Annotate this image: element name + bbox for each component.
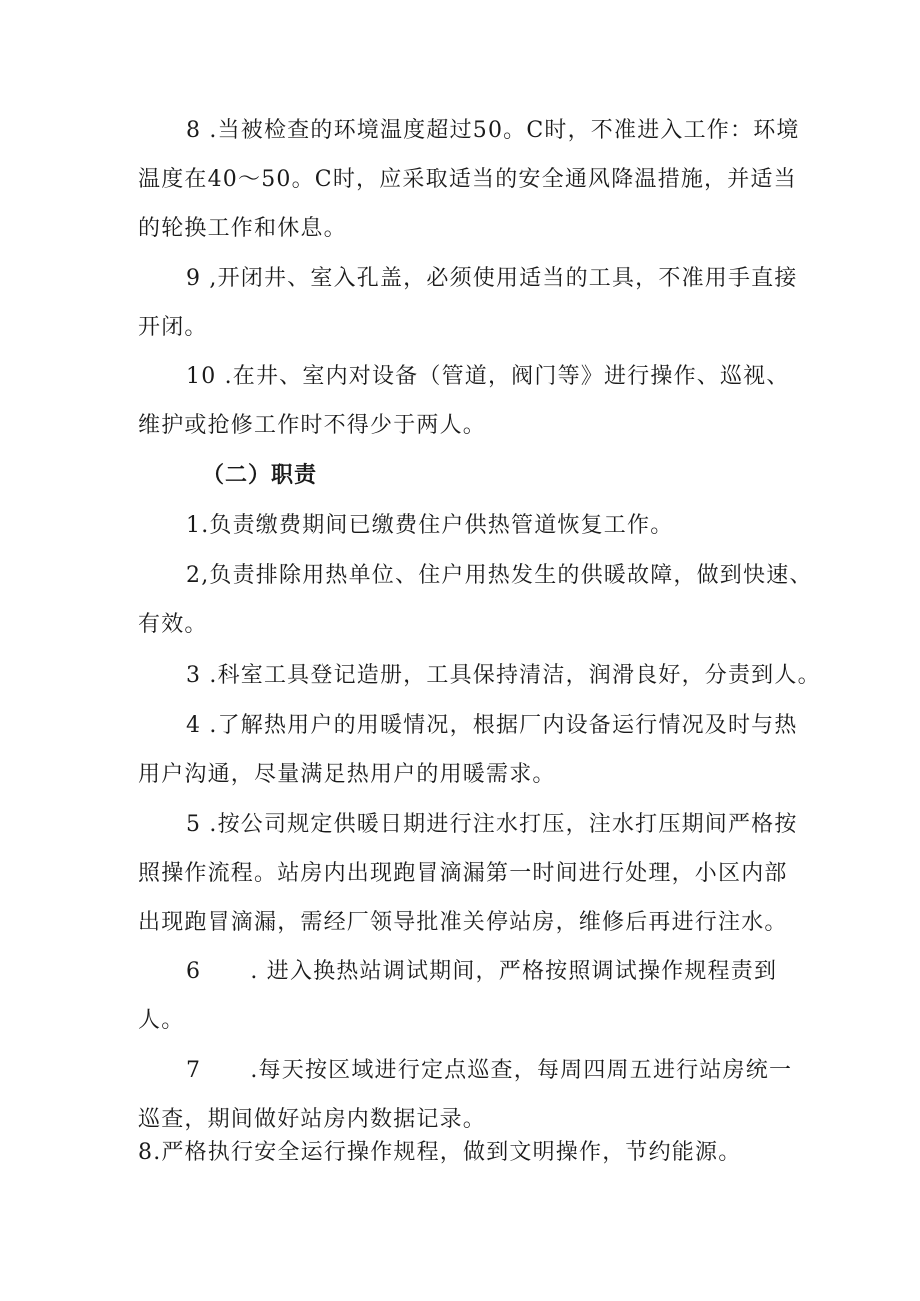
duty-2-line-2: 有效。 (138, 612, 208, 637)
paragraph-8-line-3: 的轮换工作和休息。 (138, 216, 347, 241)
duty-7-line-1: 7 .每天按区域进行定点巡查，每周四周五进行站房统一 (186, 1058, 793, 1083)
duty-4-line-2: 用户沟通，尽量满足热用户的用暖需求。 (138, 762, 556, 787)
duty-7-line-2: 巡查，期间做好站房内数据记录。 (138, 1107, 487, 1132)
paragraph-8-line-1: 8 .当被检查的环境温度超过50。C时，不准进入工作：环境 (186, 118, 800, 143)
paragraph-8-line-2: 温度在40～50。C时，应采取适当的安全通风降温措施，并适当 (138, 167, 797, 192)
duty-5-line-3: 出现跑冒滴漏，需经厂领导批准关停站房，维修后再进行注水。 (138, 910, 788, 935)
duty-6-line-2: 人。 (138, 1008, 185, 1033)
duty-6-line-1: 6 . 进入换热站调试期间，严格按照调试操作规程责到 (186, 959, 778, 984)
duty-2-line-1: 2,负责排除用热单位、住户用热发生的供暖故障，做到快速、 (186, 563, 813, 588)
duty-4-line-1: 4 .了解热用户的用暖情况，根据厂内设备运行情况及时与热 (186, 713, 798, 738)
duty-1-line-1: 1.负责缴费期间已缴费住户供热管道恢复工作。 (186, 513, 674, 538)
duty-5-line-2: 照操作流程。站房内出现跑冒滴漏第一时间进行处理，小区内部 (138, 861, 788, 886)
paragraph-10-line-2: 维护或抢修工作时不得少于两人。 (138, 413, 487, 438)
section-heading-duties: （二）职责 (202, 463, 318, 488)
duty-8-line-1: 8.严格执行安全运行操作规程，做到文明操作，节约能源。 (138, 1140, 742, 1165)
paragraph-9-line-2: 开闭。 (138, 315, 208, 340)
paragraph-9-line-1: 9 ,开闭井、室入孔盖，必须使用适当的工具，不准用手直接 (186, 266, 798, 291)
duty-5-line-1: 5 .按公司规定供暖日期进行注水打压，注水打压期间严格按 (186, 812, 798, 837)
duty-3-line-1: 3 .科室工具登记造册，工具保持清洁，润滑良好，分责到人。 (186, 663, 821, 688)
paragraph-10-line-1: 10 .在井、室内对设备（管道，阀门等》进行操作、巡视、 (186, 364, 790, 389)
